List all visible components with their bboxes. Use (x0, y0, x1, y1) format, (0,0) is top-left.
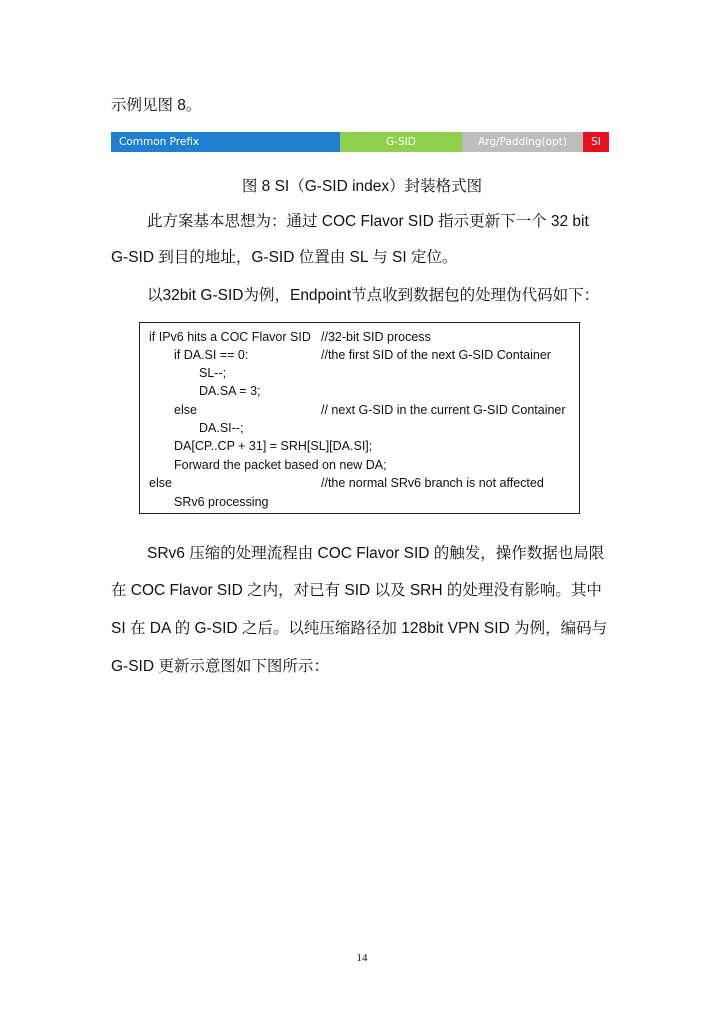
paragraph-1-line-1: 此方案基本思想为：通过 COC Flavor SID 指示更新下一个 32 bit (147, 213, 589, 230)
si-field: SI (583, 132, 609, 152)
code-comment-5: // next G-SID in the current G-SID Container (321, 403, 566, 417)
code-line-5: else (174, 403, 197, 417)
code-line-10: SRv6 processing (174, 495, 269, 509)
code-line-9: else (149, 476, 172, 490)
intro-text: 示例见图 8。 (111, 97, 202, 114)
arg-padding-field: Arg/Padding(opt) (462, 132, 583, 152)
code-line-6: DA.SI--; (199, 421, 244, 435)
code-line-8: Forward the packet based on new DA; (174, 458, 387, 472)
code-line-7: DA[CP..CP + 31] = SRH[SL][DA.SI]; (174, 439, 373, 453)
code-comment-9: //the normal SRv6 branch is not affected (321, 476, 544, 490)
figure-caption: 图 8 SI（G-SID index）封装格式图 (241, 178, 483, 195)
paragraph-1-line-2: G-SID 到目的地址，G-SID 位置由 SL 与 SI 定位。 (111, 249, 458, 266)
code-line-3: SL--; (199, 366, 227, 380)
pseudocode-box (139, 322, 580, 514)
si-format-bar (111, 132, 609, 152)
code-comment-1: //32-bit SID process (321, 330, 431, 344)
code-line-1: if IPv6 hits a COC Flavor SID (149, 330, 311, 344)
paragraph-2: 以32bit G-SID为例，Endpoint节点收到数据包的处理伪代码如下： (147, 287, 600, 304)
paragraph-3-line-2: 在 COC Flavor SID 之内，对已有 SID 以及 SRH 的处理没有影响。其中 (111, 582, 602, 599)
code-line-2: if DA.SI == 0: (174, 348, 249, 362)
code-comment-2: //the first SID of the next G-SID Container (321, 348, 551, 362)
paragraph-3-line-4: G-SID 更新示意图如下图所示： (111, 658, 329, 675)
page-number: 14 (356, 952, 368, 964)
paragraph-3-line-3: SI 在 DA 的 G-SID 之后。以纯压缩路径加 128bit VPN SID 为例，编码与 (111, 620, 608, 637)
common-prefix-field: Common Prefix (111, 132, 340, 152)
paragraph-3-line-1: SRv6 压缩的处理流程由 COC Flavor SID 的触发，操作数据也局限 (147, 545, 605, 562)
gsid-field: G-SID (340, 132, 462, 152)
code-line-4: DA.SA = 3; (199, 384, 261, 398)
